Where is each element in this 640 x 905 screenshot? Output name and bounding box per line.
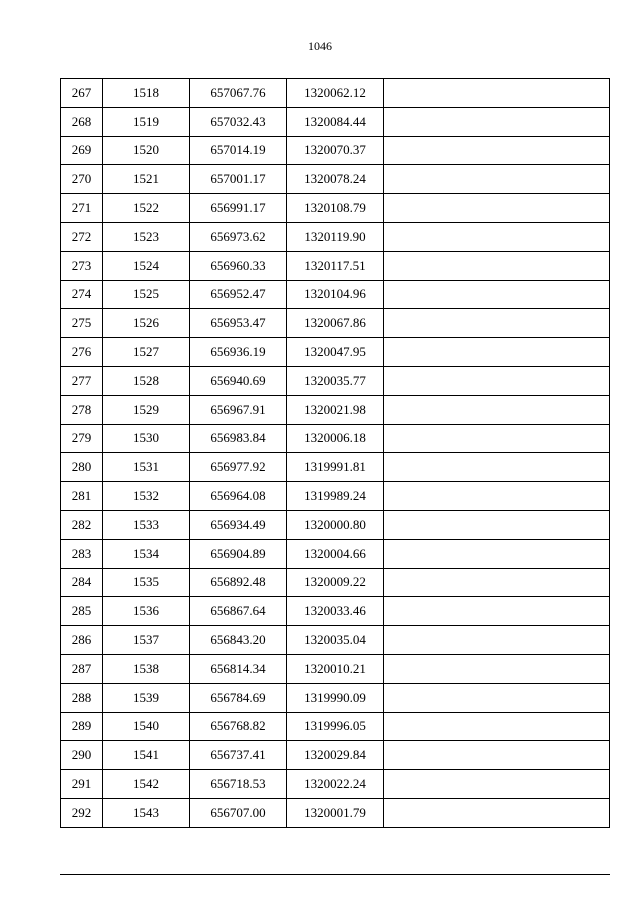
point-id-cell: 1526 (103, 309, 190, 338)
note-cell (384, 626, 610, 655)
point-id-cell: 1530 (103, 424, 190, 453)
note-cell (384, 510, 610, 539)
x-coordinate-cell: 656867.64 (190, 597, 287, 626)
table-row (61, 654, 610, 683)
coordinate-table (60, 78, 610, 828)
point-id-cell: 1529 (103, 395, 190, 424)
x-coordinate-cell: 656718.53 (190, 770, 287, 799)
x-coordinate-cell: 656940.69 (190, 366, 287, 395)
point-id-cell: 1523 (103, 222, 190, 251)
row-number-cell: 275 (61, 309, 103, 338)
y-coordinate-cell: 1320070.37 (287, 136, 384, 165)
note-cell (384, 280, 610, 309)
x-coordinate-cell: 656904.89 (190, 539, 287, 568)
table-row (61, 424, 610, 453)
note-cell (384, 338, 610, 367)
row-number-cell: 268 (61, 107, 103, 136)
y-coordinate-cell: 1320001.79 (287, 798, 384, 827)
row-number-cell: 284 (61, 568, 103, 597)
note-cell (384, 366, 610, 395)
y-coordinate-cell: 1320010.21 (287, 654, 384, 683)
y-coordinate-cell: 1320004.66 (287, 539, 384, 568)
point-id-cell: 1527 (103, 338, 190, 367)
y-coordinate-cell: 1320035.04 (287, 626, 384, 655)
y-coordinate-cell: 1319990.09 (287, 683, 384, 712)
x-coordinate-cell: 656936.19 (190, 338, 287, 367)
row-number-cell: 286 (61, 626, 103, 655)
table-row (61, 136, 610, 165)
note-cell (384, 683, 610, 712)
table-row (61, 741, 610, 770)
y-coordinate-cell: 1320047.95 (287, 338, 384, 367)
point-id-cell: 1535 (103, 568, 190, 597)
row-number-cell: 288 (61, 683, 103, 712)
point-id-cell: 1543 (103, 798, 190, 827)
note-cell (384, 770, 610, 799)
row-number-cell: 271 (61, 194, 103, 223)
point-id-cell: 1534 (103, 539, 190, 568)
table-row (61, 770, 610, 799)
y-coordinate-cell: 1320009.22 (287, 568, 384, 597)
row-number-cell: 283 (61, 539, 103, 568)
table-row (61, 165, 610, 194)
y-coordinate-cell: 1320117.51 (287, 251, 384, 280)
page-number: 1046 (308, 39, 332, 53)
y-coordinate-cell: 1320067.86 (287, 309, 384, 338)
note-cell (384, 165, 610, 194)
x-coordinate-cell: 657014.19 (190, 136, 287, 165)
table-row (61, 395, 610, 424)
y-coordinate-cell: 1319989.24 (287, 482, 384, 511)
x-coordinate-cell: 656967.91 (190, 395, 287, 424)
row-number-cell: 279 (61, 424, 103, 453)
x-coordinate-cell: 656784.69 (190, 683, 287, 712)
x-coordinate-cell: 656707.00 (190, 798, 287, 827)
note-cell (384, 597, 610, 626)
x-coordinate-cell: 656934.49 (190, 510, 287, 539)
point-id-cell: 1539 (103, 683, 190, 712)
y-coordinate-cell: 1320078.24 (287, 165, 384, 194)
point-id-cell: 1542 (103, 770, 190, 799)
table-row (61, 309, 610, 338)
x-coordinate-cell: 656973.62 (190, 222, 287, 251)
row-number-cell: 278 (61, 395, 103, 424)
row-number-cell: 277 (61, 366, 103, 395)
row-number-cell: 270 (61, 165, 103, 194)
x-coordinate-cell: 656814.34 (190, 654, 287, 683)
y-coordinate-cell: 1320006.18 (287, 424, 384, 453)
table-row (61, 626, 610, 655)
note-cell (384, 424, 610, 453)
y-coordinate-cell: 1320104.96 (287, 280, 384, 309)
row-number-cell: 292 (61, 798, 103, 827)
note-cell (384, 654, 610, 683)
row-number-cell: 287 (61, 654, 103, 683)
x-coordinate-cell: 656964.08 (190, 482, 287, 511)
y-coordinate-cell: 1320000.80 (287, 510, 384, 539)
point-id-cell: 1536 (103, 597, 190, 626)
row-number-cell: 285 (61, 597, 103, 626)
table-row (61, 366, 610, 395)
y-coordinate-cell: 1320035.77 (287, 366, 384, 395)
point-id-cell: 1538 (103, 654, 190, 683)
table-row (61, 222, 610, 251)
table-row (61, 338, 610, 367)
x-coordinate-cell: 656977.92 (190, 453, 287, 482)
point-id-cell: 1533 (103, 510, 190, 539)
note-cell (384, 568, 610, 597)
x-coordinate-cell: 657032.43 (190, 107, 287, 136)
point-id-cell: 1524 (103, 251, 190, 280)
y-coordinate-cell: 1320029.84 (287, 741, 384, 770)
x-coordinate-cell: 656953.47 (190, 309, 287, 338)
table-row (61, 280, 610, 309)
point-id-cell: 1528 (103, 366, 190, 395)
row-number-cell: 276 (61, 338, 103, 367)
table-row (61, 712, 610, 741)
x-coordinate-cell: 656952.47 (190, 280, 287, 309)
table-row (61, 568, 610, 597)
table-body (61, 79, 610, 828)
y-coordinate-cell: 1319996.05 (287, 712, 384, 741)
point-id-cell: 1518 (103, 79, 190, 108)
row-number-cell: 289 (61, 712, 103, 741)
x-coordinate-cell: 656983.84 (190, 424, 287, 453)
point-id-cell: 1537 (103, 626, 190, 655)
note-cell (384, 539, 610, 568)
table-row (61, 79, 610, 108)
table-row (61, 482, 610, 511)
y-coordinate-cell: 1320062.12 (287, 79, 384, 108)
point-id-cell: 1531 (103, 453, 190, 482)
x-coordinate-cell: 656892.48 (190, 568, 287, 597)
x-coordinate-cell: 656843.20 (190, 626, 287, 655)
point-id-cell: 1540 (103, 712, 190, 741)
row-number-cell: 290 (61, 741, 103, 770)
note-cell (384, 194, 610, 223)
note-cell (384, 712, 610, 741)
table-row (61, 453, 610, 482)
note-cell (384, 482, 610, 511)
table-row (61, 539, 610, 568)
point-id-cell: 1522 (103, 194, 190, 223)
note-cell (384, 798, 610, 827)
x-coordinate-cell: 657067.76 (190, 79, 287, 108)
point-id-cell: 1519 (103, 107, 190, 136)
note-cell (384, 79, 610, 108)
row-number-cell: 267 (61, 79, 103, 108)
row-number-cell: 291 (61, 770, 103, 799)
x-coordinate-cell: 656737.41 (190, 741, 287, 770)
table-row (61, 251, 610, 280)
y-coordinate-cell: 1320119.90 (287, 222, 384, 251)
note-cell (384, 741, 610, 770)
x-coordinate-cell: 657001.17 (190, 165, 287, 194)
table-row (61, 510, 610, 539)
x-coordinate-cell: 656768.82 (190, 712, 287, 741)
point-id-cell: 1541 (103, 741, 190, 770)
table-row (61, 597, 610, 626)
row-number-cell: 272 (61, 222, 103, 251)
note-cell (384, 107, 610, 136)
x-coordinate-cell: 656960.33 (190, 251, 287, 280)
point-id-cell: 1521 (103, 165, 190, 194)
point-id-cell: 1520 (103, 136, 190, 165)
note-cell (384, 453, 610, 482)
point-id-cell: 1532 (103, 482, 190, 511)
note-cell (384, 395, 610, 424)
footer-rule (60, 874, 610, 875)
x-coordinate-cell: 656991.17 (190, 194, 287, 223)
note-cell (384, 309, 610, 338)
row-number-cell: 269 (61, 136, 103, 165)
table-row (61, 798, 610, 827)
row-number-cell: 281 (61, 482, 103, 511)
table-row (61, 107, 610, 136)
note-cell (384, 251, 610, 280)
point-id-cell: 1525 (103, 280, 190, 309)
y-coordinate-cell: 1320021.98 (287, 395, 384, 424)
y-coordinate-cell: 1320108.79 (287, 194, 384, 223)
table-row (61, 194, 610, 223)
row-number-cell: 282 (61, 510, 103, 539)
table-row (61, 683, 610, 712)
note-cell (384, 222, 610, 251)
y-coordinate-cell: 1320033.46 (287, 597, 384, 626)
row-number-cell: 273 (61, 251, 103, 280)
note-cell (384, 136, 610, 165)
row-number-cell: 274 (61, 280, 103, 309)
y-coordinate-cell: 1320022.24 (287, 770, 384, 799)
row-number-cell: 280 (61, 453, 103, 482)
y-coordinate-cell: 1320084.44 (287, 107, 384, 136)
y-coordinate-cell: 1319991.81 (287, 453, 384, 482)
